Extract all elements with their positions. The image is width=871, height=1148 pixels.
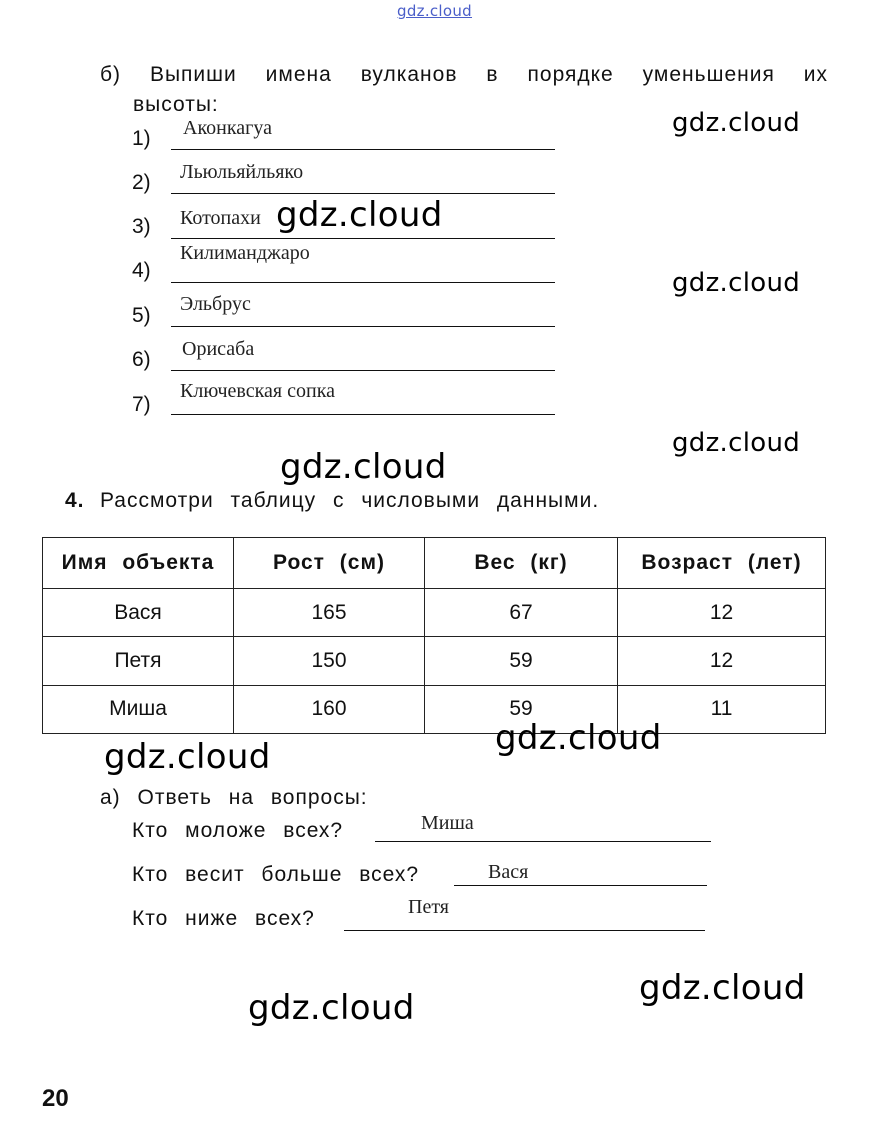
header-name: Имя объекта [43, 538, 234, 589]
item-answer: Орисаба [182, 338, 255, 360]
answer-line [171, 282, 555, 283]
question-text: Кто весит больше всех? [132, 863, 420, 886]
watermark: gdz.cloud [276, 195, 443, 235]
watermark: gdz.cloud [672, 108, 801, 138]
question-text: Кто моложе всех? [132, 819, 344, 842]
answer-line [171, 193, 555, 194]
data-table [42, 537, 826, 734]
header-weight: Вес (кг) [425, 538, 618, 589]
cell: 59 [425, 637, 618, 685]
cell: 67 [425, 589, 618, 637]
header-age: Возраст (лет) [618, 538, 826, 589]
cell: Петя [43, 637, 234, 685]
table-row [43, 589, 826, 637]
item-number: 2) [132, 171, 151, 194]
item-number: 7) [132, 393, 151, 416]
cell: 11 [618, 685, 826, 733]
sub-a-title: а) Ответь на вопросы: [100, 786, 368, 809]
item-number: 3) [132, 215, 151, 238]
watermark: gdz.cloud [672, 428, 801, 458]
table-row [43, 637, 826, 685]
watermark: gdz.cloud [104, 737, 271, 777]
task4-number: 4. [65, 489, 85, 512]
cell: Миша [43, 685, 234, 733]
watermark: gdz.cloud [248, 988, 415, 1028]
question-answer: Миша [421, 812, 474, 834]
question-text: Кто ниже всех? [132, 907, 315, 930]
question-answer: Петя [408, 896, 449, 918]
watermark: gdz.cloud [639, 968, 806, 1008]
item-answer: Льюльяйльяко [180, 161, 304, 183]
cell: 12 [618, 589, 826, 637]
item-number: 5) [132, 304, 151, 327]
watermark: gdz.cloud [280, 447, 447, 487]
task-b-text-line2: высоты: [133, 93, 219, 116]
task4-text: Рассмотри таблицу с числовыми данными. [100, 489, 600, 512]
question-answer: Вася [488, 861, 529, 883]
answer-line [454, 885, 707, 886]
answer-line [375, 841, 711, 842]
item-number: 4) [132, 259, 151, 282]
answer-line [171, 326, 555, 327]
table-header-row [43, 538, 826, 589]
cell: 59 [425, 685, 618, 733]
cell: Вася [43, 589, 234, 637]
item-answer: Эльбрус [180, 293, 251, 315]
item-answer: Ключевская сопка [180, 380, 335, 402]
answer-line [344, 930, 705, 931]
item-number: 1) [132, 127, 151, 150]
item-number: 6) [132, 348, 151, 371]
item-answer: Аконкагуа [183, 117, 272, 139]
header-height: Рост (см) [234, 538, 425, 589]
item-answer: Котопахи [180, 207, 261, 229]
answer-line [171, 414, 555, 415]
answer-line [171, 149, 555, 150]
cell: 160 [234, 685, 425, 733]
cell: 165 [234, 589, 425, 637]
table-row [43, 685, 826, 733]
cell: 12 [618, 637, 826, 685]
page-number: 20 [42, 1085, 69, 1112]
watermark-top: gdz.cloud [397, 2, 473, 20]
watermark: gdz.cloud [672, 268, 801, 298]
watermark: gdz.cloud [495, 718, 662, 758]
cell: 150 [234, 637, 425, 685]
task-b-text-line1: б) Выпиши имена вулканов в порядке уменьшения их [100, 63, 828, 86]
answer-line [171, 238, 555, 239]
answer-line [171, 370, 555, 371]
item-answer: Килиманджаро [180, 242, 310, 264]
